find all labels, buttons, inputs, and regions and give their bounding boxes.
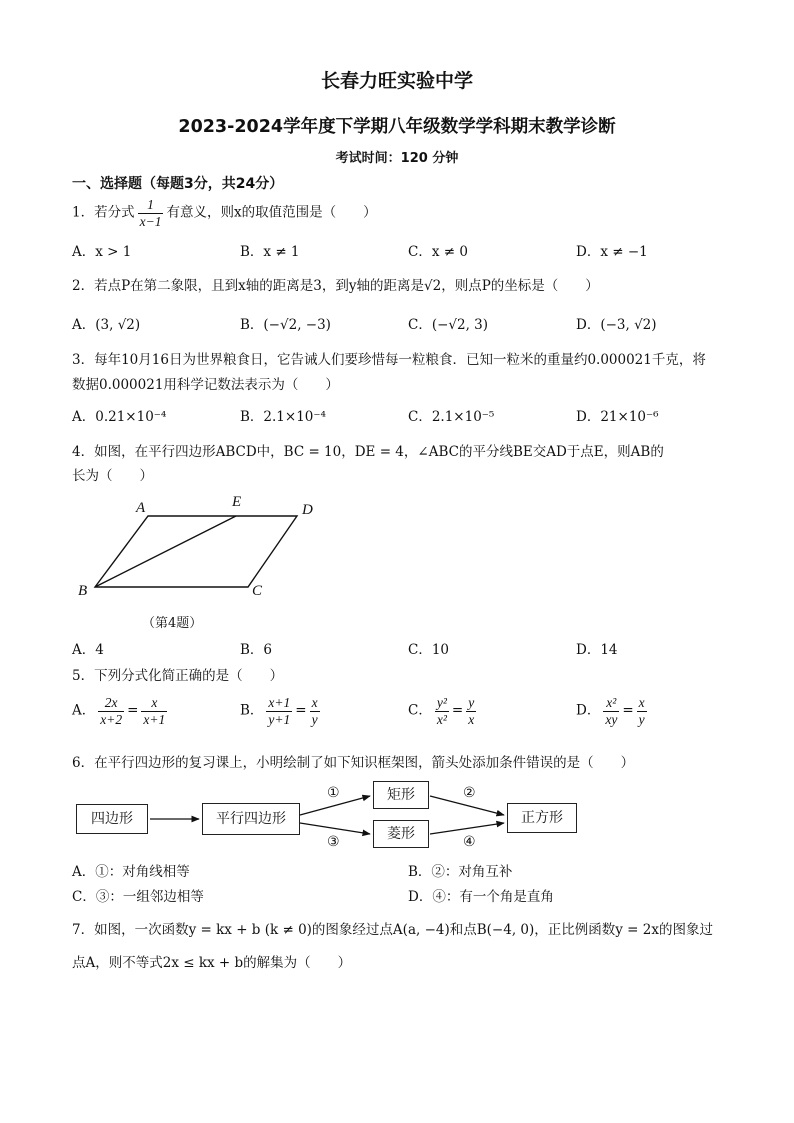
q1-option-d: D．x ≠ −1 xyxy=(576,244,648,260)
question-3-line1: 3．每年10月16日为世界粮食日，它告诫人们要珍惜每一粒粮食．已知一粒米的重量约0.000021千克，将 xyxy=(72,352,706,368)
q6-option-b: B．②：对角互补 xyxy=(408,864,513,880)
q5-c-lden: x² xyxy=(436,711,447,727)
q5-c-lnum: y² xyxy=(436,695,447,710)
box-square: 正方形 xyxy=(507,803,577,833)
question-7-line2: 点A，则不等式2x ≤ kx + b的解集为（ ） xyxy=(72,955,352,971)
q5-a-rnum: x xyxy=(141,695,167,712)
q6-option-c: C．③：一组邻边相等 xyxy=(72,889,204,905)
q1-option-b: B．x ≠ 1 xyxy=(240,244,300,260)
q3-option-c: C．2.1×10⁻⁵ xyxy=(408,409,495,425)
q5-d-letter: D． xyxy=(576,702,601,719)
q5-d-rnum: x xyxy=(638,695,645,710)
q1-suffix: 有意义，则x的取值范围是（ ） xyxy=(166,204,377,221)
q4-caption: （第4题） xyxy=(142,616,203,631)
q5-option-b: B． $\frac{x+1}{y+1}$ = $\frac{x}{y}$ xyxy=(240,695,318,727)
question-7-line1: 7．如图，一次函数y = kx + b (k ≠ 0)的图象经过点A(a, −4)和点B(−4, 0)，正比例函数y = 2x的图象过 xyxy=(72,922,713,938)
q1-frac-num: 1 xyxy=(138,197,164,214)
q5-a-lden: x+2 xyxy=(100,711,123,727)
q5-c-rden: x xyxy=(468,711,475,727)
label-e: E xyxy=(232,494,242,510)
label-d: D xyxy=(302,502,313,518)
exam-title: 2023-2024学年度下学期八年级数学学科期末教学诊断 xyxy=(178,117,616,137)
q5-b-rnum: x xyxy=(311,695,318,710)
box-quadrilateral: 四边形 xyxy=(76,804,148,834)
q1-prefix: 1．若分式 xyxy=(72,204,135,221)
q4-option-a: A．4 xyxy=(72,642,104,658)
q5-b-rden: y xyxy=(311,711,318,727)
q2-option-b: B．(−√2, −3) xyxy=(240,317,331,333)
q2-option-a: A．(3, √2) xyxy=(72,317,141,333)
q5-c-rnum: y xyxy=(468,695,475,710)
school-name: 长春力旺实验中学 xyxy=(320,70,473,92)
q5-d-rden: y xyxy=(638,711,645,727)
label-b: B xyxy=(78,583,88,599)
q1-frac-den: x−1 xyxy=(139,213,162,229)
marker-2: ② xyxy=(463,785,476,801)
question-4-line1: 4．如图，在平行四边形ABCD中，BC = 10，DE = 4，∠ABC的平分线BE交AD于点E，则AB的 xyxy=(72,444,664,460)
q5-option-d: D． $\frac{\text{x²}}{xy}$ = $\frac{x}{y}$ xyxy=(576,695,645,727)
q6-option-d: D．④：有一个角是直角 xyxy=(408,889,554,905)
question-2: 2．若点P在第二象限，且到x轴的距离是3，到y轴的距离是√2，则点P的坐标是（ ） xyxy=(72,278,599,294)
q2-option-d: D．(−3, √2) xyxy=(576,317,657,333)
q4-option-b: B．6 xyxy=(240,642,273,658)
q5-option-c: C． $\frac{\text{y²}}{\text{x²}}$ = $\frac{y}{x}$ xyxy=(408,695,475,727)
q5-a-rden: x+1 xyxy=(143,711,166,727)
q4-option-d: D．14 xyxy=(576,642,618,658)
box-rectangle: 矩形 xyxy=(373,781,429,809)
q5-c-letter: C． xyxy=(408,702,432,719)
question-5: 5．下列分式化简正确的是（ ） xyxy=(72,668,284,684)
q5-option-a: A． $\frac{2x}{x+2}$ = $\frac{x}{x+1}$ xyxy=(72,695,166,727)
box-rhombus: 菱形 xyxy=(373,820,429,848)
box-parallelogram: 平行四边形 xyxy=(202,803,300,835)
q2-option-c: C．(−√2, 3) xyxy=(408,317,489,333)
q5-b-letter: B． xyxy=(240,702,264,719)
q5-d-lnum: x² xyxy=(603,695,619,712)
question-6: 6．在平行四边形的复习课上，小明绘制了如下知识框架图，箭头处添加条件错误的是（ ） xyxy=(72,755,635,771)
q6-option-a: A．①：对角线相等 xyxy=(72,864,190,880)
q5-a-lnum: 2x xyxy=(98,695,124,712)
label-c: C xyxy=(252,583,263,599)
question-4-line2: 长为（ ） xyxy=(72,468,153,484)
q1-option-a: A．x > 1 xyxy=(72,244,132,260)
q1-option-c: C．x ≠ 0 xyxy=(408,244,468,260)
q3-option-d: D．21×10⁻⁶ xyxy=(576,409,659,425)
exam-time: 考试时间：120 分钟 xyxy=(335,151,459,166)
marker-3: ③ xyxy=(327,834,340,850)
q5-b-lnum: x+1 xyxy=(268,695,291,710)
arrow-3 xyxy=(300,823,370,834)
q3-option-a: A．0.21×10⁻⁴ xyxy=(72,409,167,425)
arrow-4 xyxy=(430,823,504,834)
section-title: 一、选择题（每题3分，共24分） xyxy=(72,176,284,192)
q5-a-letter: A． xyxy=(72,702,96,719)
label-a: A xyxy=(136,500,146,516)
q4-option-c: C．10 xyxy=(408,642,450,658)
marker-4: ④ xyxy=(463,834,476,850)
question-3-line2: 数据0.000021用科学记数法表示为（ ） xyxy=(72,377,339,393)
marker-1: ① xyxy=(327,785,340,801)
q3-option-b: B．2.1×10⁻⁴ xyxy=(240,409,326,425)
q5-d-lden: xy xyxy=(605,711,618,727)
q5-b-lden: y+1 xyxy=(268,711,291,727)
